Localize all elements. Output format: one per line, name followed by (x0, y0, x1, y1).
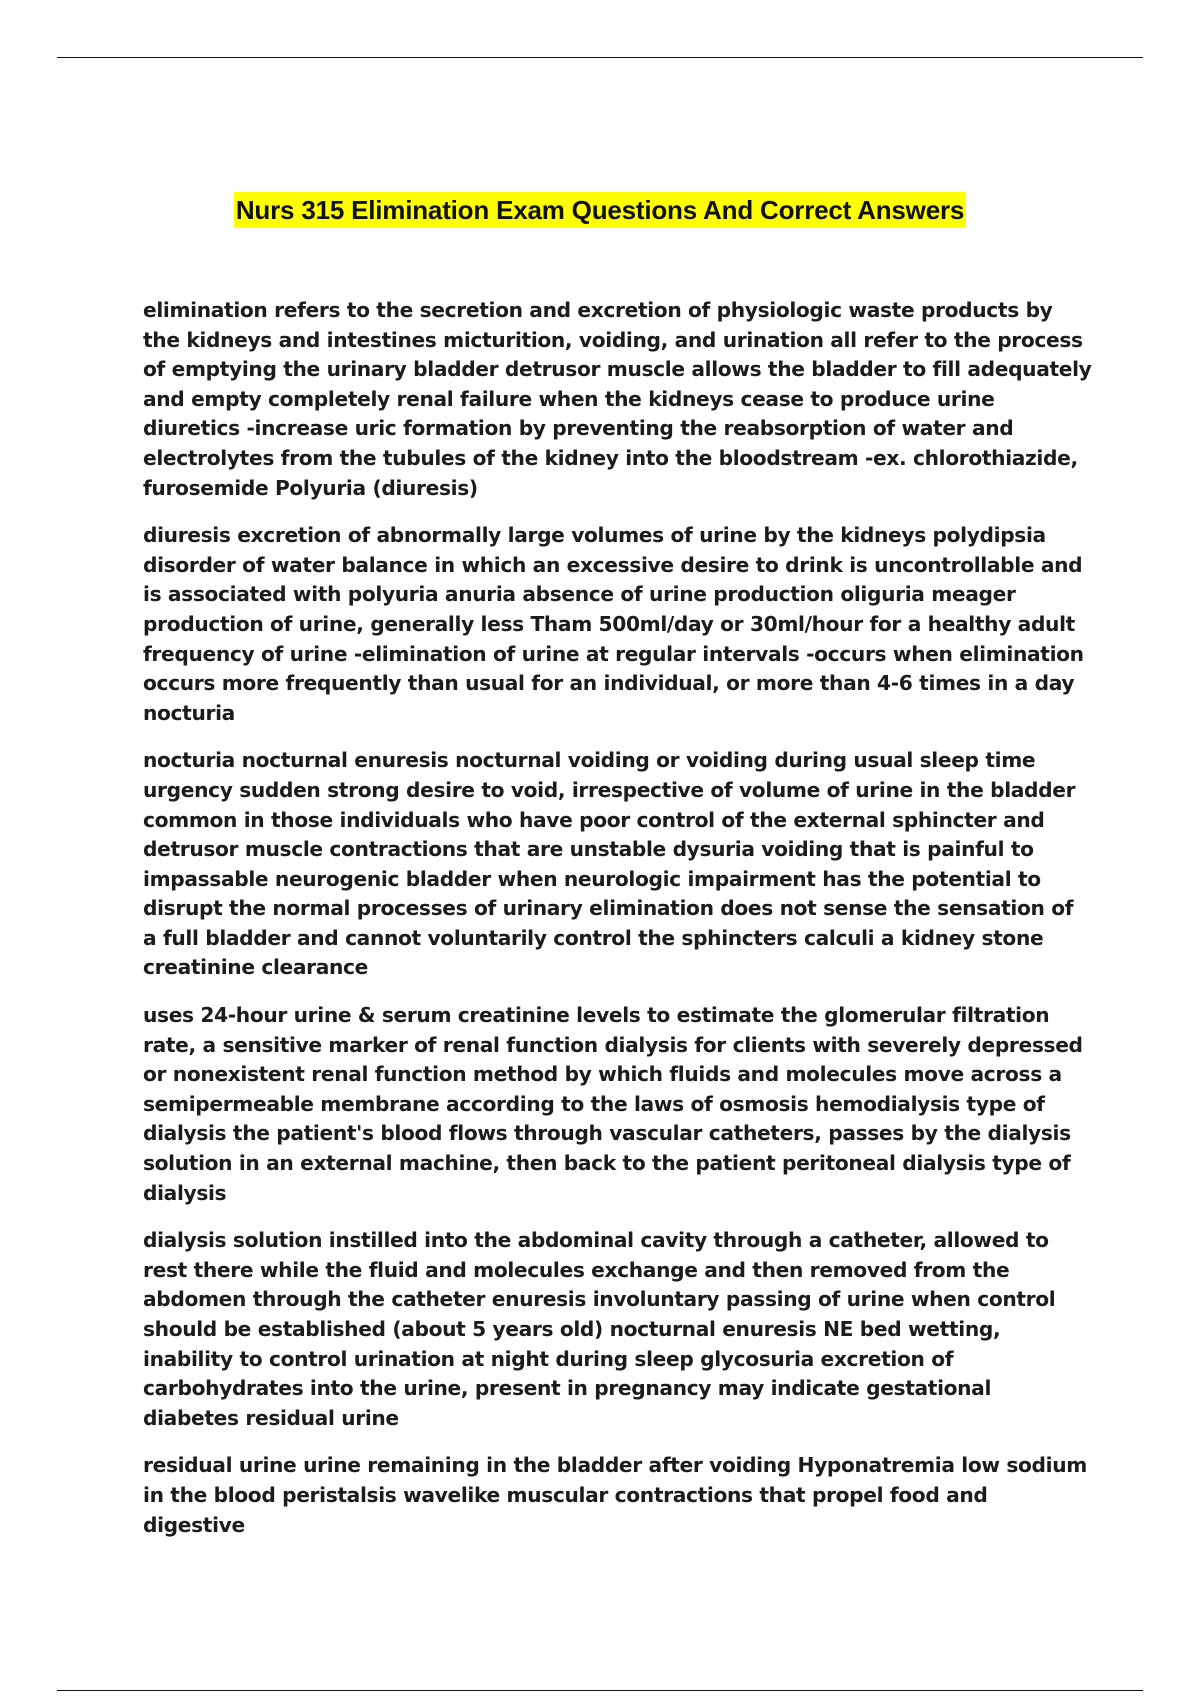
top-rule (57, 57, 1143, 58)
paragraph-6: residual urine urine remaining in the bladder after voiding Hyponatremia low sodium in the blood peristalsis wavelike muscular contractions that propel food and digestive (143, 1453, 1087, 1537)
paragraph-3: nocturia nocturnal enuresis nocturnal voiding or voiding during usual sleep time urgency sudden strong desire to void, irrespective of volume of urine in the bladder common in those individuals who have poor control of the external sphincter and detrusor muscle contractions that are unstable dysuria voiding that is painful to impassable neurogenic bladder when neurologic impairment has the potential to disrupt the normal processes of urinary elimination does not sense the sensation of a full bladder and cannot voluntarily control the sphincters calculi a kidney stone creatinine clearance (143, 748, 1076, 980)
paragraph-1: elimination refers to the secretion and excretion of physiologic waste products by the kidneys and intestines micturition, voiding, and urination all refer to the process of emptying the urinary bladder detrusor muscle allows the bladder to fill adequately and empty completely renal failure when the kidneys cease to produce urine diuretics -increase uric formation by preventing the reabsorption of water and electrolytes from the tubules of the kidney into the bloodstream -ex. chlorothiazide, furosemide Polyuria (diuresis) (143, 298, 1092, 500)
paragraph-2: diuresis excretion of abnormally large volumes of urine by the kidneys polydipsia disorder of water balance in which an excessive desire to drink is uncontrollable and is associated with polyuria anuria absence of urine production oliguria meager production of urine, generally less Tham 500ml/day or 30ml/hour for a healthy adult frequency of urine -elimination of urine at regular intervals -occurs when elimination occurs more frequently than usual for an individual, or more than 4-6 times in a day nocturia (143, 523, 1084, 725)
document-body (143, 296, 1093, 1558)
paragraph-4: uses 24-hour urine & serum creatinine levels to estimate the glomerular filtration rate, a sensitive marker of renal function dialysis for clients with severely depressed or nonexistent renal function method by which fluids and molecules move across a semipermeable membrane according to the laws of osmosis hemodialysis type of dialysis the patient's blood flows through vascular catheters, passes by the dialysis solution in an external machine, then back to the patient peritoneal dialysis type of dialysis (143, 1003, 1083, 1205)
paragraph-5: dialysis solution instilled into the abdominal cavity through a catheter, allowed to rest there while the fluid and molecules exchange and then removed from the abdomen through the catheter enuresis involuntary passing of urine when control should be established (about 5 years old) nocturnal enuresis NE bed wetting, inability to control urination at night during sleep glycosuria excretion of carbohydrates into the urine, present in pregnancy may indicate gestational diabetes residual urine (143, 1228, 1056, 1430)
title-container (0, 192, 1200, 228)
document-title: Nurs 315 Elimination Exam Questions And Correct Answers (234, 192, 966, 228)
bottom-rule (57, 1690, 1143, 1691)
